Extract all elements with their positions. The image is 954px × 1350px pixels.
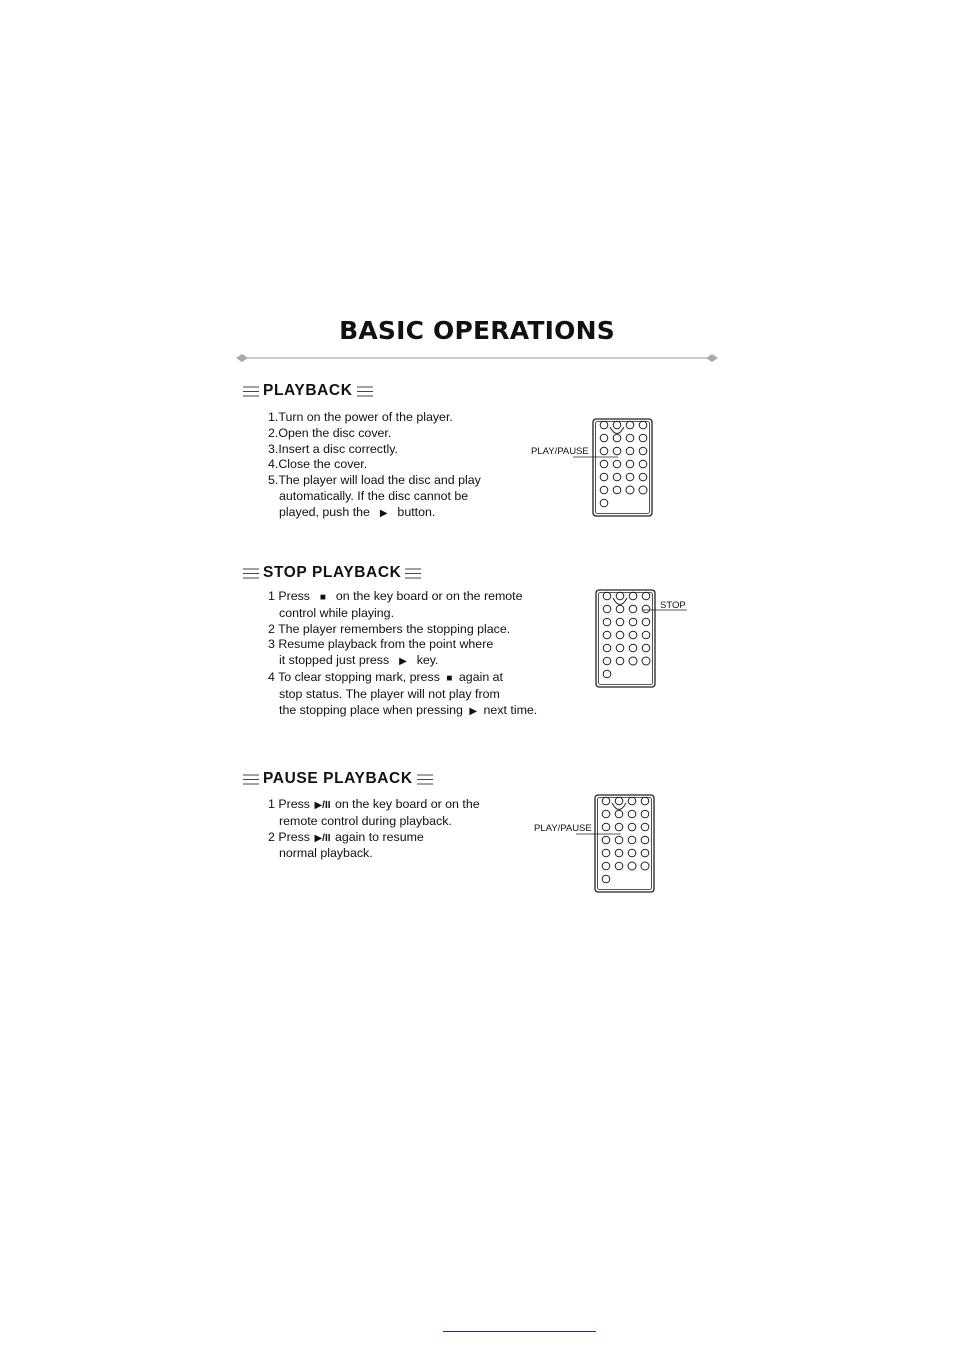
remote-button <box>629 592 637 600</box>
play-pause-icon: ▶/II <box>314 800 331 811</box>
list-item: control while playing. <box>279 605 395 620</box>
remote-button <box>628 849 636 857</box>
list-item: 1.Turn on the power of the player. <box>268 410 453 424</box>
list-item: stop status. The player will not play from <box>279 686 500 701</box>
remote-button <box>642 631 650 639</box>
remote-button <box>642 657 650 665</box>
remote-control-diagram <box>595 589 657 689</box>
remote-button <box>628 810 636 818</box>
remote-button <box>629 605 637 613</box>
play-icon: ▶ <box>379 507 388 519</box>
remote-button <box>603 657 611 665</box>
remote-button-connector <box>612 803 626 810</box>
remote-button <box>603 670 611 678</box>
list-item: played, push the ▶ button. <box>268 505 481 522</box>
play-pause-icon: ▶/II <box>314 832 331 844</box>
menu-lines-icon <box>405 568 421 579</box>
remote-button <box>616 605 624 613</box>
remote-button <box>639 486 647 494</box>
menu-lines-icon <box>243 386 259 397</box>
remote-button <box>641 823 649 831</box>
remote-button <box>600 499 608 507</box>
remote-button <box>641 862 649 870</box>
remote-button <box>615 823 623 831</box>
remote-button <box>613 447 621 455</box>
remote-button <box>639 473 647 481</box>
remote-button <box>615 862 623 870</box>
remote-button <box>626 460 634 468</box>
remote-button <box>616 631 624 639</box>
stop-icon: ■ <box>319 592 326 603</box>
remote-button <box>641 849 649 857</box>
remote-button <box>628 862 636 870</box>
remote-button <box>602 810 610 818</box>
remote-button <box>603 644 611 652</box>
pause-playback-heading-text: PAUSE PLAYBACK <box>263 770 413 787</box>
remote-button <box>626 486 634 494</box>
remote-button <box>629 631 637 639</box>
remote-button-connector <box>610 427 624 434</box>
remote-button <box>641 836 649 844</box>
remote-button <box>602 862 610 870</box>
play-icon: ▶ <box>469 705 478 717</box>
remote-button <box>616 644 624 652</box>
remote-button <box>641 810 649 818</box>
remote-button <box>616 618 624 626</box>
list-item: 2.Open the disc cover. <box>268 425 392 440</box>
stop-icon: ■ <box>446 672 453 684</box>
remote-button <box>600 486 608 494</box>
remote-control-diagram <box>594 794 656 894</box>
playback-heading-text: PLAYBACK <box>263 382 353 399</box>
play-pause-callout: PLAY/PAUSE <box>531 446 589 457</box>
list-item: it stopped just press ▶ key. <box>268 653 537 670</box>
list-item: 3 Resume playback from the point where <box>268 637 494 652</box>
remote-button <box>603 618 611 626</box>
list-item: 3.Insert a disc correctly. <box>268 441 398 456</box>
remote-button <box>642 618 650 626</box>
callout-leader-line <box>573 456 618 462</box>
menu-lines-icon <box>357 386 373 397</box>
remote-button <box>615 849 623 857</box>
callout-leader-line <box>576 833 621 839</box>
list-item: 2 Press ▶/II again to resume <box>268 830 480 847</box>
remote-button <box>639 447 647 455</box>
list-item: 2 The player remembers the stopping place. <box>268 621 511 636</box>
list-item: 1 Press ■ on the key board or on the remote <box>268 589 537 606</box>
remote-button <box>629 657 637 665</box>
stop-playback-steps <box>268 589 537 719</box>
remote-button <box>602 823 610 831</box>
callout-leader-line <box>643 609 687 615</box>
remote-button <box>626 421 634 429</box>
list-item: 1 Press ▶/II on the key board or on the <box>268 797 480 814</box>
remote-button <box>616 592 624 600</box>
list-item: 4 To clear stopping mark, press ■ again at <box>268 670 537 687</box>
remote-button <box>628 797 636 805</box>
remote-button <box>600 473 608 481</box>
footer-link[interactable] <box>443 1331 596 1332</box>
stop-callout: STOP <box>660 600 686 611</box>
remote-buttons <box>602 797 649 883</box>
remote-button <box>613 486 621 494</box>
remote-button <box>616 657 624 665</box>
remote-button <box>600 421 608 429</box>
play-pause-callout: PLAY/PAUSE <box>534 823 592 834</box>
list-item: remote control during playback. <box>279 813 452 828</box>
remote-button <box>603 592 611 600</box>
remote-button <box>626 447 634 455</box>
remote-button <box>602 849 610 857</box>
remote-button <box>639 434 647 442</box>
remote-button <box>629 618 637 626</box>
remote-control-diagram <box>592 418 654 518</box>
remote-button <box>642 592 650 600</box>
title-divider <box>236 352 718 364</box>
menu-lines-icon <box>417 774 433 785</box>
remote-button <box>626 473 634 481</box>
list-item: automatically. If the disc cannot be <box>279 488 469 503</box>
remote-button <box>600 434 608 442</box>
remote-button <box>641 797 649 805</box>
remote-buttons <box>600 421 647 507</box>
remote-button <box>626 434 634 442</box>
remote-button <box>613 473 621 481</box>
remote-button <box>603 631 611 639</box>
list-item: 4.Close the cover. <box>268 457 368 472</box>
page-title: BASIC OPERATIONS <box>339 316 615 345</box>
playback-steps <box>268 410 481 522</box>
list-item: normal playback. <box>279 846 373 861</box>
remote-buttons <box>603 592 650 678</box>
stop-playback-heading <box>243 563 421 583</box>
remote-button <box>600 447 608 455</box>
menu-lines-icon <box>243 774 259 785</box>
remote-button <box>615 810 623 818</box>
pause-playback-steps <box>268 797 480 862</box>
remote-button <box>602 797 610 805</box>
remote-button <box>602 875 610 883</box>
playback-heading <box>243 381 373 401</box>
remote-button <box>639 460 647 468</box>
remote-button <box>615 797 623 805</box>
stop-playback-heading-text: STOP PLAYBACK <box>263 564 402 581</box>
remote-button <box>642 644 650 652</box>
list-item: the stopping place when pressing ▶ next time. <box>268 703 537 720</box>
list-item: 5.The player will load the disc and play <box>268 473 481 488</box>
remote-button <box>628 823 636 831</box>
remote-button <box>603 605 611 613</box>
menu-lines-icon <box>243 568 259 579</box>
remote-button <box>613 434 621 442</box>
remote-button <box>629 644 637 652</box>
remote-button <box>639 421 647 429</box>
remote-button <box>628 836 636 844</box>
play-icon: ▶ <box>399 656 407 668</box>
remote-button <box>613 421 621 429</box>
pause-playback-heading <box>243 769 433 789</box>
remote-button-connector <box>613 598 627 605</box>
